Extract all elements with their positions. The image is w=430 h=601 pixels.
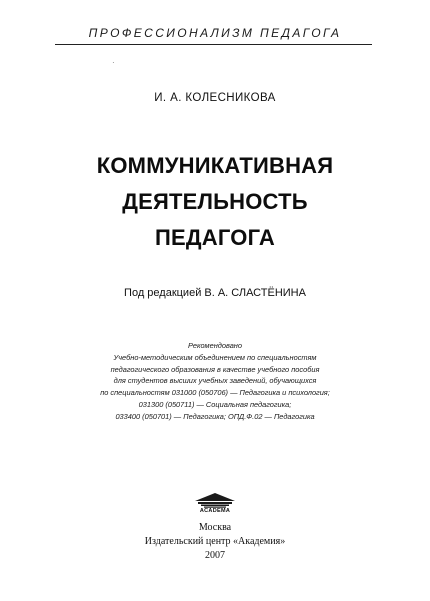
imprint-publisher: Издательский центр «Академия» xyxy=(144,536,286,547)
recommendation-block xyxy=(0,340,430,423)
recommendation-line: Учебно-методическим объединением по специальностям xyxy=(113,352,317,362)
series-divider xyxy=(55,44,372,45)
publisher-logo-text: ACADEMA xyxy=(199,508,231,514)
author-name: И. А. КОЛЕСНИКОВА xyxy=(154,92,276,104)
editor-line: Под редакцией В. А. СЛАСТЁНИНА xyxy=(124,287,306,299)
imprint-year: 2007 xyxy=(205,550,225,561)
book-title-line-2: ДЕЯТЕЛЬНОСТЬ xyxy=(122,189,308,214)
recommendation-line: 031300 (050711) — Социальная педагогика; xyxy=(138,399,292,409)
book-title-line-3: ПЕДАГОГА xyxy=(155,225,275,250)
book-title-line-1: КОММУНИКАТИВНАЯ xyxy=(96,153,334,178)
book-title xyxy=(0,148,430,256)
recommendation-line: для студентов высших учебных заведений, обучающихся xyxy=(113,376,317,386)
imprint-city: Москва xyxy=(198,522,232,533)
scan-speck: · xyxy=(112,58,115,67)
recommendation-line: 033400 (050701) — Педагогика; ОПД.Ф.02 — Педагогика xyxy=(115,411,315,421)
recommendation-line: педагогического образования в качестве учебного пособия xyxy=(110,364,320,374)
recommendation-line: Рекомендовано xyxy=(188,341,242,350)
academia-logo-icon xyxy=(192,492,238,522)
recommendation-line: по специальностям 031000 (050706) — Педагогика и психология; xyxy=(100,388,330,398)
series-title: ПРОФЕССИОНАЛИЗМ ПЕДАГОГА xyxy=(88,26,342,40)
